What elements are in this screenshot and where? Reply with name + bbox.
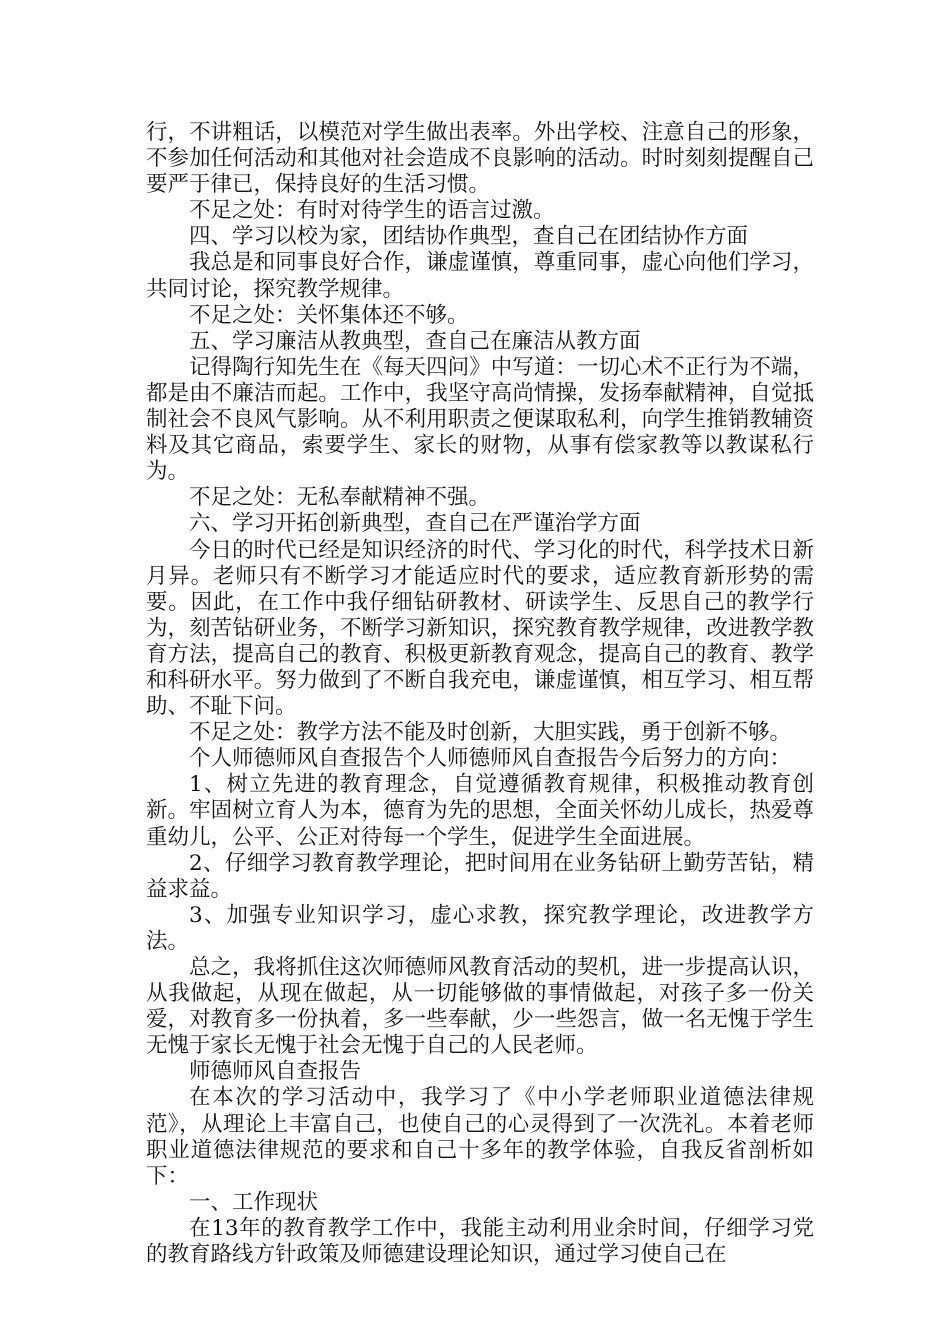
- paragraph-10: 今日的时代已经是知识经济的时代、学习化的时代，科学技术日新月异。老师只有不断学习才能适应时代的要求，适应教育新形势的需要。因此，在工作中我仔细钻研教材、研读学生、反思自己的教学行为，刻苦钻研业务，不断学习新知识，探究教育教学规律，改进教学教育方法，提高自己的教育、积极更新教育观念，提高自己的教育、教学和科研水平。努力做到了不断自我充电，谦虚谨慎，相互学习、相互帮助、不耻下问。: [146, 537, 814, 720]
- paragraph-18: 在本次的学习活动中，我学习了《中小学老师职业道德法律规范》，从理论上丰富自己，也使自己的心灵得到了一次洗礼。本着老师职业道德法律规范的要求和自己十多年的教学体验，自我反省剖析如下：: [146, 1085, 814, 1189]
- paragraph-5: 不足之处：关怀集体还不够。: [189, 302, 469, 328]
- section-heading-work-status: 一、工作现状: [189, 1189, 319, 1215]
- document-body: [146, 120, 814, 1268]
- paragraph-4: 我总是和同事良好合作，谦虚谨慎，尊重同事，虚心向他们学习，共同讨论，探究教学规律。: [146, 250, 814, 302]
- section-heading-6: 六、学习开拓创新典型，查自己在严谨治学方面: [189, 511, 641, 537]
- list-item-2: 2、仔细学习教育教学理论，把时间用在业务钻研上勤劳苦钻，精益求益。: [146, 850, 814, 902]
- paragraph-8: 不足之处：无私奉献精神不强。: [189, 485, 491, 511]
- paragraph-1: 行，不讲粗话，以模范对学生做出表率。外出学校、注意自己的形象，不参加任何活动和其他对社会造成不良影响的活动。时时刻刻提醒自己要严于律已，保持良好的生活习惯。: [146, 120, 814, 198]
- report-title: 师德师风自查报告: [189, 1059, 362, 1085]
- list-item-3: 3、加强专业知识学习，虚心求教，探究教学理论，改进教学方法。: [146, 902, 814, 954]
- paragraph-2: 不足之处：有时对待学生的语言过激。: [189, 198, 555, 224]
- paragraph-20: 在13年的教育教学工作中，我能主动利用业余时间，仔细学习党的教育路线方针政策及师德建设理论知识，通过学习使自己在: [146, 1215, 814, 1268]
- list-item-1: 1、树立先进的教育理念，自觉遵循教育规律，积极推动教育创新。牢固树立育人为本，德育为先的思想，全面关怀幼儿成长，热爱尊重幼儿，公平、公正对待每一个学生，促进学生全面进展。: [146, 772, 814, 850]
- paragraph-7: 记得陶行知先生在《每天四问》中写道：一切心术不正行为不端，都是由不廉洁而起。工作中，我坚守高尚情操，发扬奉献精神，自觉抵制社会不良风气影响。从不利用职责之便谋取私利，向学生推销教辅资料及其它商品，索要学生、家长的财物，从事有偿家教等以教谋私行为。: [146, 354, 814, 485]
- paragraph-11: 不足之处：教学方法不能及时创新，大胆实践，勇于创新不够。: [189, 720, 792, 746]
- section-heading-4: 四、学习以校为家，团结协作典型，查自己在团结协作方面: [189, 224, 749, 250]
- section-heading-5: 五、学习廉洁从教典型，查自己在廉洁从教方面: [189, 328, 641, 354]
- paragraph-16: 总之，我将抓住这次师德师风教育活动的契机，进一步提高认识，从我做起，从现在做起，从一切能够做的事情做起，对孩子多一份关爱，对教育多一份执着，多一些奉献，少一些怨言，做一名无愧于学生无愧于家长无愧于社会无愧于自己的人民老师。: [146, 955, 814, 1059]
- paragraph-12: 个人师德师风自查报告个人师德师风自查报告今后努力的方向：: [189, 746, 792, 772]
